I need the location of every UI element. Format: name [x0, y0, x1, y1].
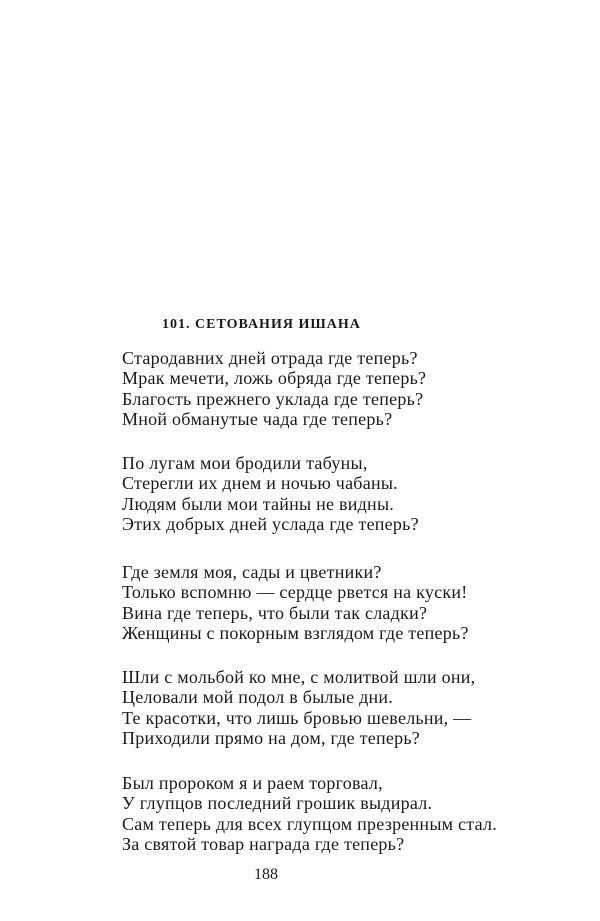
stanza-2: [122, 453, 419, 534]
verse-line: Целовали мой подол в былые дни.: [122, 687, 394, 708]
verse-line: Стерегли их днем и ночью чабаны.: [122, 473, 398, 494]
verse-line: Шли с мольбой ко мне, с молитвой шли они,: [122, 667, 476, 687]
verse-line: Стародавних дней отрада где теперь?: [122, 348, 418, 368]
page-number: 188: [254, 866, 278, 883]
verse-line: Только вспомню — сердце рвется на куски!: [122, 582, 468, 603]
verse-line: Мной обманутые чада где теперь?: [122, 408, 393, 429]
verse-line: За святой товар награда где теперь?: [122, 833, 405, 854]
verse-line: Этих добрых дней услада где теперь?: [122, 513, 419, 534]
verse-line: Вина где теперь, что были так сладки?: [122, 602, 428, 623]
verse-line: Женщины с покорным взглядом где теперь?: [122, 622, 469, 643]
verse-line: Приходили прямо на дом, где теперь?: [122, 727, 421, 748]
verse-line: У глупцов последний грошик выдирал.: [122, 793, 433, 814]
verse-line: По лугам мои бродили табуны,: [122, 453, 368, 473]
verse-line: Благость прежнего уклада где теперь?: [122, 388, 424, 409]
verse-line: Где земля моя, сады и цветники?: [122, 562, 382, 582]
verse-line: Те красотки, что лишь бровью шевельни, —: [122, 707, 472, 728]
verse-line: Мрак мечети, ложь обряда где теперь?: [122, 368, 427, 389]
verse-line: Людям были мои тайны не видны.: [122, 493, 395, 514]
verse-line: Сам теперь для всех глупцом презренным стал.: [122, 813, 498, 834]
verse-line: Был пророком я и раем торговал,: [122, 773, 383, 793]
poem-title: 101. СЕТОВАНИЯ ИШАНА: [162, 317, 361, 332]
stanza-5: [122, 773, 497, 854]
stanza-3: [122, 562, 469, 643]
stanza-1: [122, 348, 426, 429]
stanza-4: [122, 667, 475, 748]
